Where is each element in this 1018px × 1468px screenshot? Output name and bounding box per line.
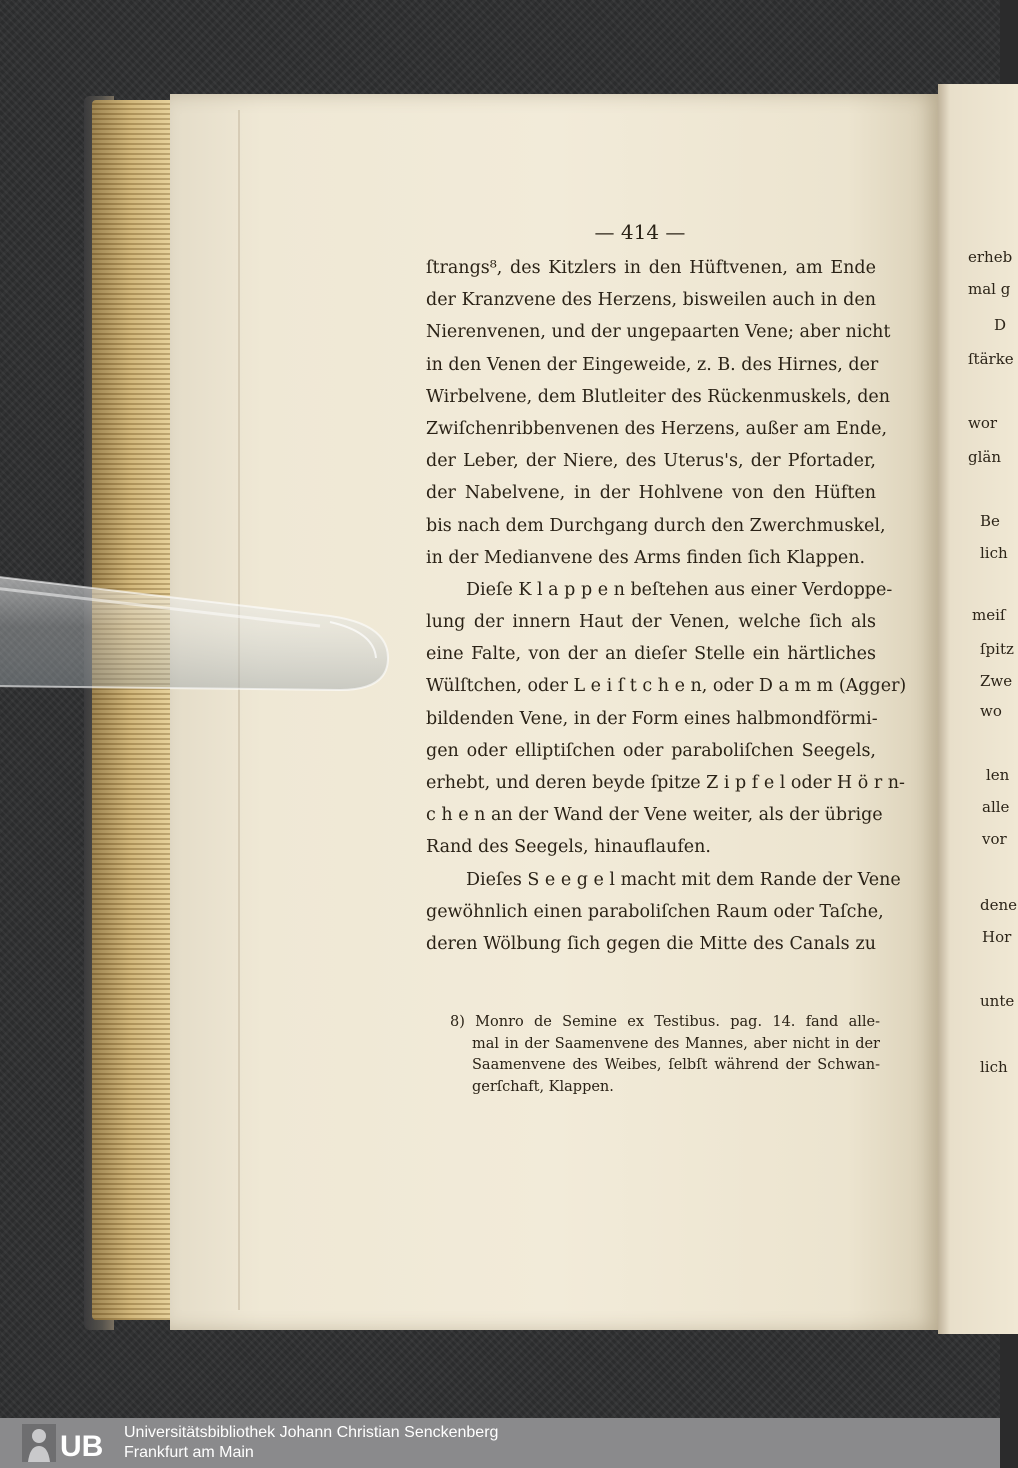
logo-text: UB: [60, 1430, 104, 1463]
facing-fragment: Hor: [982, 928, 1012, 946]
page-fold: [238, 110, 240, 1310]
footnote-line: 8) Monro de Semine ex Testibus. pag. 14. fand alle-: [450, 1014, 880, 1030]
footnote-line: gerſchaft, Klappen.: [472, 1078, 614, 1095]
facing-fragment: wo: [980, 702, 1002, 720]
text-line: der Kranzvene des Herzens, bisweilen auch in den: [426, 290, 876, 311]
text-line: ſtrangs⁸, des Kitzlers in den Hüftvenen, am Ende: [426, 258, 876, 278]
facing-fragment: dene: [980, 896, 1018, 914]
facing-page: [938, 84, 1018, 1334]
text-line: gewöhnlich einen paraboliſchen Raum oder Taſche,: [426, 901, 884, 922]
text-line: der Leber, der Niere, des Uterus's, der Pfortader,: [426, 451, 876, 472]
text-line: gen oder elliptiſchen oder paraboliſchen Seegels,: [426, 740, 876, 761]
facing-fragment: Be: [980, 512, 1000, 530]
text-line: in den Venen der Eingeweide, z. B. des Hirnes, der: [426, 354, 879, 375]
library-name: Universitätsbibliothek Johann Christian Senckenberg: [124, 1424, 499, 1441]
facing-fragment: D: [994, 316, 1007, 334]
library-logo: [22, 1422, 118, 1464]
facing-fragment: mal g: [968, 280, 1011, 298]
text-line: c h e n an der Wand der Vene weiter, als der übrige: [426, 805, 883, 826]
facing-fragment: lich: [980, 1058, 1008, 1076]
text-line: Wirbelvene, dem Blutleiter des Rückenmuskels, den: [426, 386, 891, 407]
facing-fragment: erheb: [968, 248, 1013, 266]
library-location: Frankfurt am Main: [124, 1444, 254, 1461]
facing-fragment: ſpitz: [980, 640, 1014, 658]
facing-fragment: meiſ: [972, 606, 1006, 624]
text-line: eine Falte, von der an dieſer Stelle ein härtliches: [426, 644, 876, 665]
text-line: in der Medianvene des Arms finden ſich Klappen.: [426, 547, 866, 568]
text-line: Zwiſchenribbenvenen des Herzens, außer am Ende,: [426, 418, 888, 439]
facing-fragment: len: [986, 766, 1010, 784]
facing-fragment: ſtärke: [968, 350, 1014, 368]
text-line: Nierenvenen, und der ungepaarten Vene; aber nicht: [426, 322, 891, 343]
page-body-text: [426, 252, 907, 960]
facing-fragment: wor: [968, 414, 998, 432]
page-holder-ruler: [0, 566, 392, 694]
page-number: — 414 —: [594, 220, 686, 244]
text-line: bis nach dem Durchgang durch den Zwerchmuskel,: [426, 515, 886, 536]
facing-fragment: vor: [982, 830, 1007, 848]
text-line: lung der innern Haut der Venen, welche ſich als: [426, 612, 876, 633]
facing-fragment: Zwe: [980, 672, 1013, 690]
footnote-line: mal in der Saamenvene des Mannes, aber nicht in der: [472, 1035, 880, 1052]
text-line: Wülſtchen, oder L e i ſ t c h e n, oder D a m m (Agger): [426, 676, 907, 697]
footnote-line: Saamenvene des Weibes, ſelbſt während der Schwan-: [472, 1057, 880, 1073]
text-line: bildenden Vene, in der Form eines halbmondförmi-: [426, 708, 878, 729]
text-line: Rand des Seegels, hinauflaufen.: [426, 837, 711, 858]
library-footer: [0, 1418, 1000, 1468]
facing-fragment: glän: [968, 448, 1002, 466]
text-line: erhebt, und deren beyde ſpitze Z i p f e l oder H ö r n-: [426, 773, 905, 793]
facing-fragment: lich: [980, 544, 1008, 562]
text-line: Dieſes S e e g e l macht mit dem Rande der Vene: [466, 869, 901, 890]
facing-fragment: alle: [982, 798, 1010, 816]
facing-fragment: unte: [980, 992, 1015, 1010]
footnote: [450, 1012, 880, 1098]
text-line: deren Wölbung ſich gegen die Mitte des Canals zu: [426, 933, 876, 954]
text-line: Dieſe K l a p p e n beſtehen aus einer Verdoppe-: [466, 579, 893, 600]
text-line: der Nabelvene, in der Hohlvene von den Hüften: [426, 483, 876, 504]
